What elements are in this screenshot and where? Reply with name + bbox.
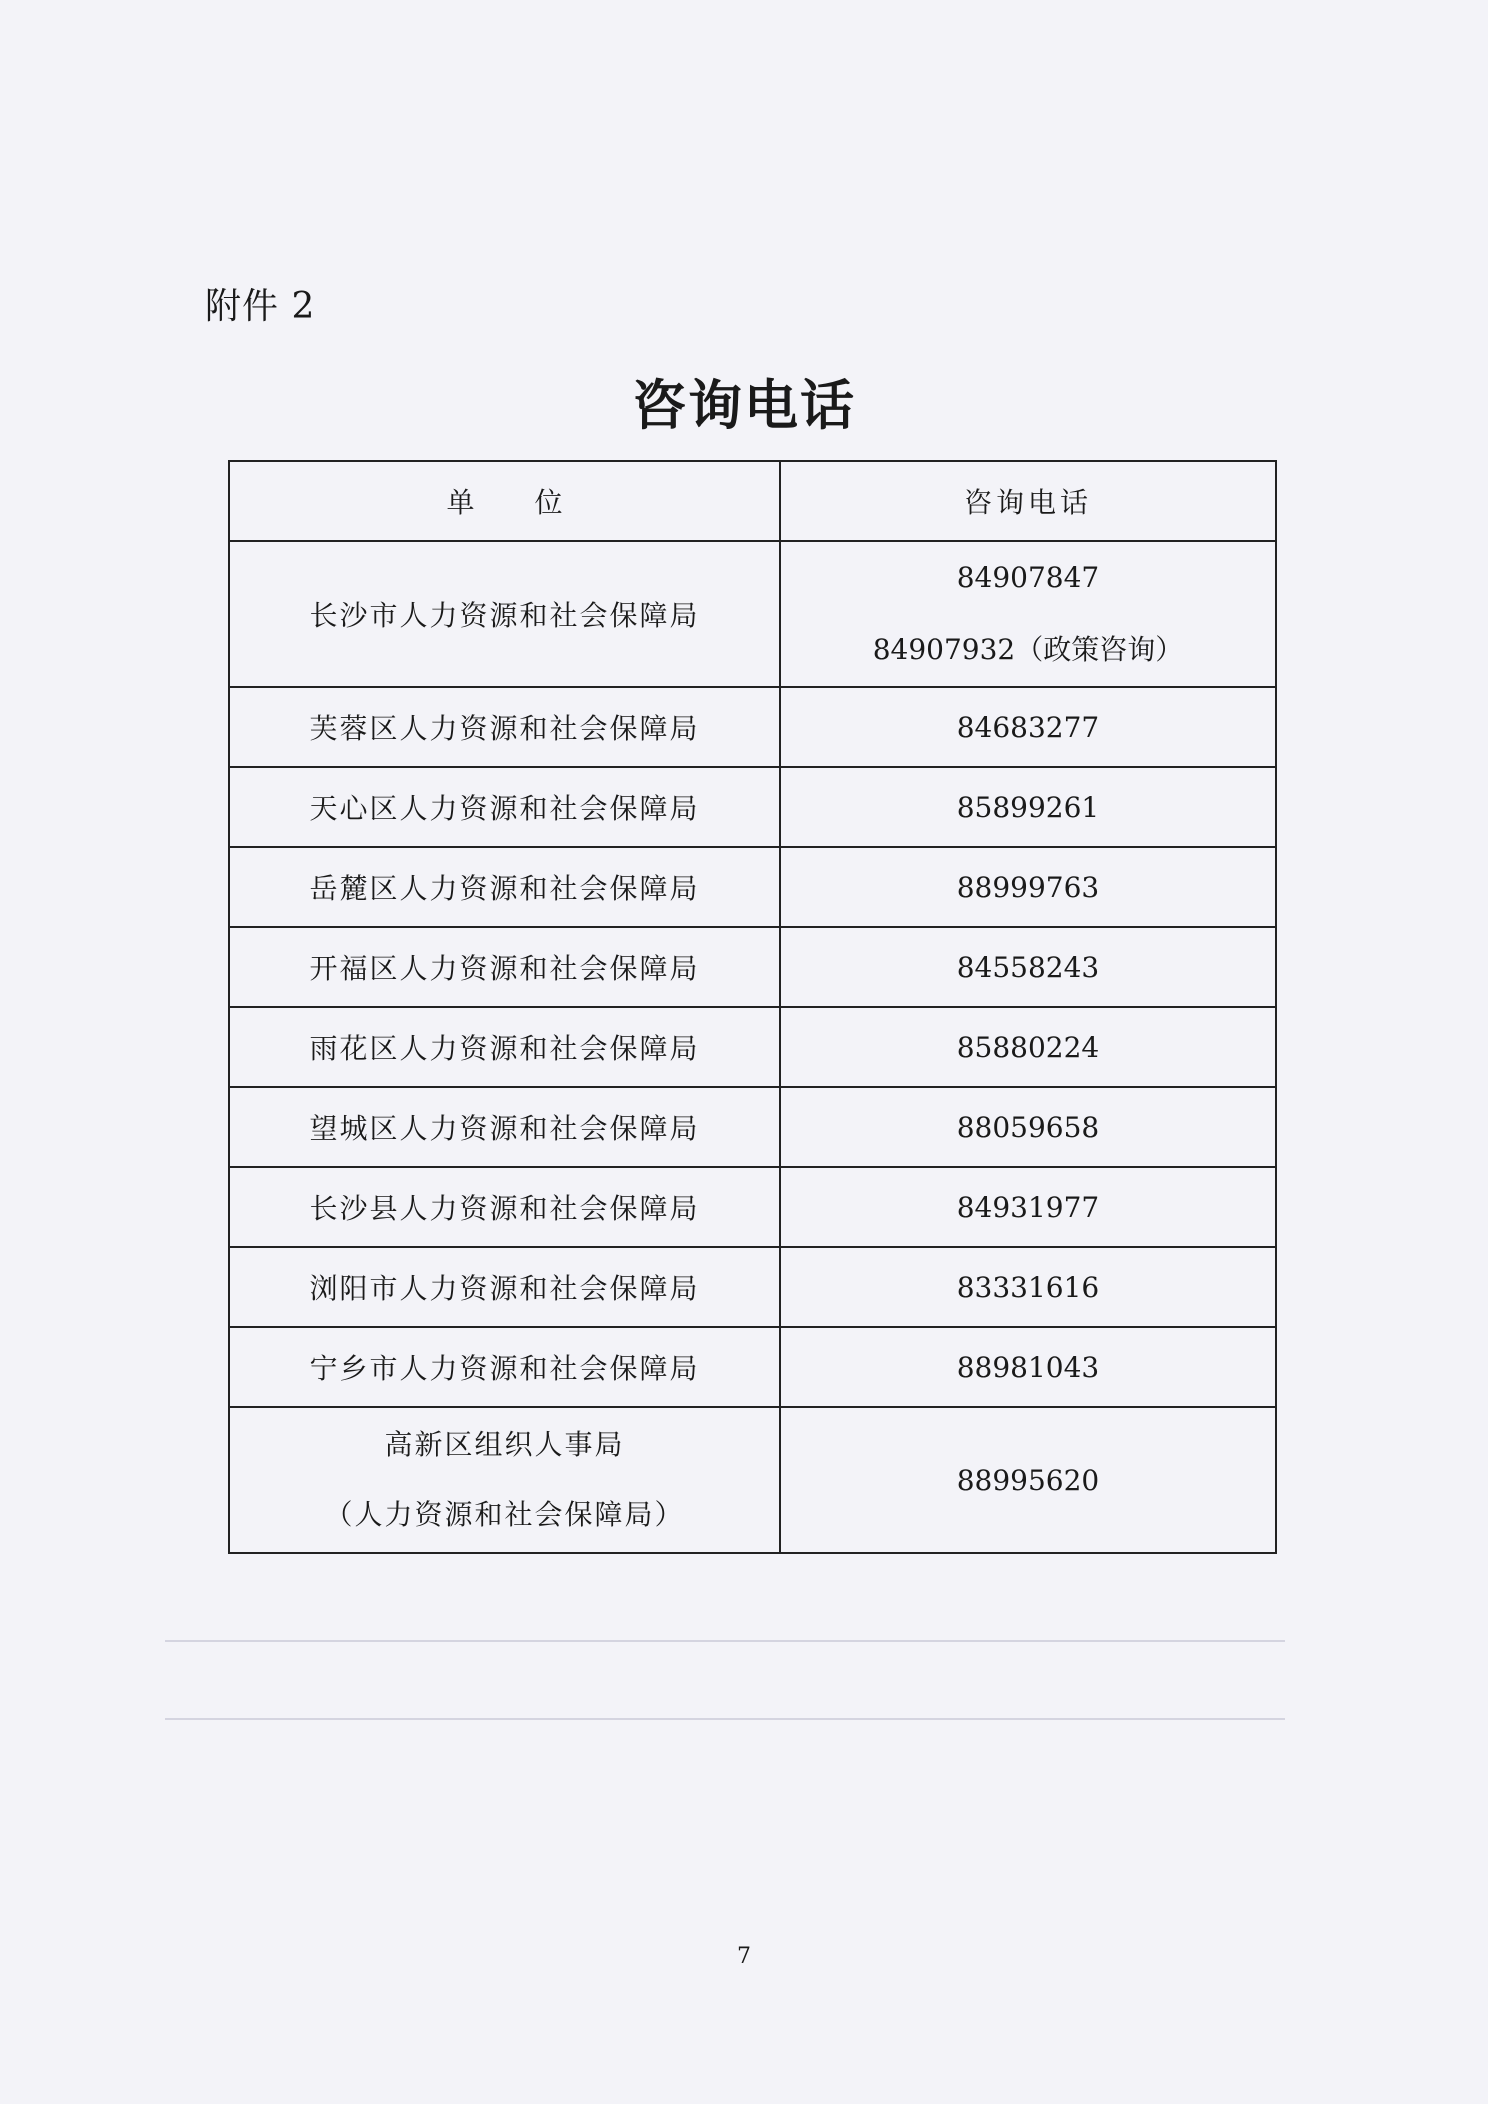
phone-cell: 83331616 xyxy=(780,1247,1276,1327)
unit-cell xyxy=(229,1407,780,1553)
phone-cell xyxy=(780,541,1276,687)
unit-cell: 浏阳市人力资源和社会保障局 xyxy=(229,1247,780,1327)
phone-number: 84907932（政策咨询） xyxy=(872,633,1184,666)
unit-cell: 望城区人力资源和社会保障局 xyxy=(229,1087,780,1167)
table-row xyxy=(229,847,1276,927)
phone-cell: 88999763 xyxy=(780,847,1276,927)
phone-cell: 84558243 xyxy=(780,927,1276,1007)
table-row xyxy=(229,541,1276,687)
page-number: 7 xyxy=(737,1944,751,1969)
phone-number: 84907847 xyxy=(956,561,1100,594)
header-unit-char-2: 位 xyxy=(534,486,563,519)
unit-name-note: （人力资源和社会保障局） xyxy=(324,1498,685,1531)
table-row xyxy=(229,687,1276,767)
phone-cell: 85880224 xyxy=(780,1007,1276,1087)
bleed-through-rule xyxy=(165,1718,1285,1720)
unit-cell: 开福区人力资源和社会保障局 xyxy=(229,927,780,1007)
header-phone: 咨询电话 xyxy=(780,461,1276,541)
phone-cell: 84683277 xyxy=(780,687,1276,767)
table-row xyxy=(229,927,1276,1007)
table-row xyxy=(229,1167,1276,1247)
unit-cell: 岳麓区人力资源和社会保障局 xyxy=(229,847,780,927)
table-row xyxy=(229,1007,1276,1087)
phone-cell: 88059658 xyxy=(780,1087,1276,1167)
table-header-row xyxy=(229,461,1276,541)
header-unit-char-1: 单 xyxy=(446,486,475,519)
unit-name: 高新区组织人事局 xyxy=(384,1428,625,1461)
attachment-label: 附件 2 xyxy=(205,286,316,327)
unit-cell: 天心区人力资源和社会保障局 xyxy=(229,767,780,847)
phone-cell: 88981043 xyxy=(780,1327,1276,1407)
table-row xyxy=(229,767,1276,847)
unit-cell: 宁乡市人力资源和社会保障局 xyxy=(229,1327,780,1407)
header-unit xyxy=(229,461,780,541)
page-title: 咨询电话 xyxy=(632,373,856,437)
phone-cell: 88995620 xyxy=(780,1407,1276,1553)
unit-cell: 长沙市人力资源和社会保障局 xyxy=(229,541,780,687)
phone-cell: 84931977 xyxy=(780,1167,1276,1247)
unit-cell: 长沙县人力资源和社会保障局 xyxy=(229,1167,780,1247)
table-row xyxy=(229,1087,1276,1167)
table-row xyxy=(229,1407,1276,1553)
table-row xyxy=(229,1327,1276,1407)
unit-cell: 芙蓉区人力资源和社会保障局 xyxy=(229,687,780,767)
bleed-through-rule xyxy=(165,1640,1285,1642)
table-row xyxy=(229,1247,1276,1327)
unit-cell: 雨花区人力资源和社会保障局 xyxy=(229,1007,780,1087)
phone-cell: 85899261 xyxy=(780,767,1276,847)
contact-table xyxy=(228,460,1277,1554)
